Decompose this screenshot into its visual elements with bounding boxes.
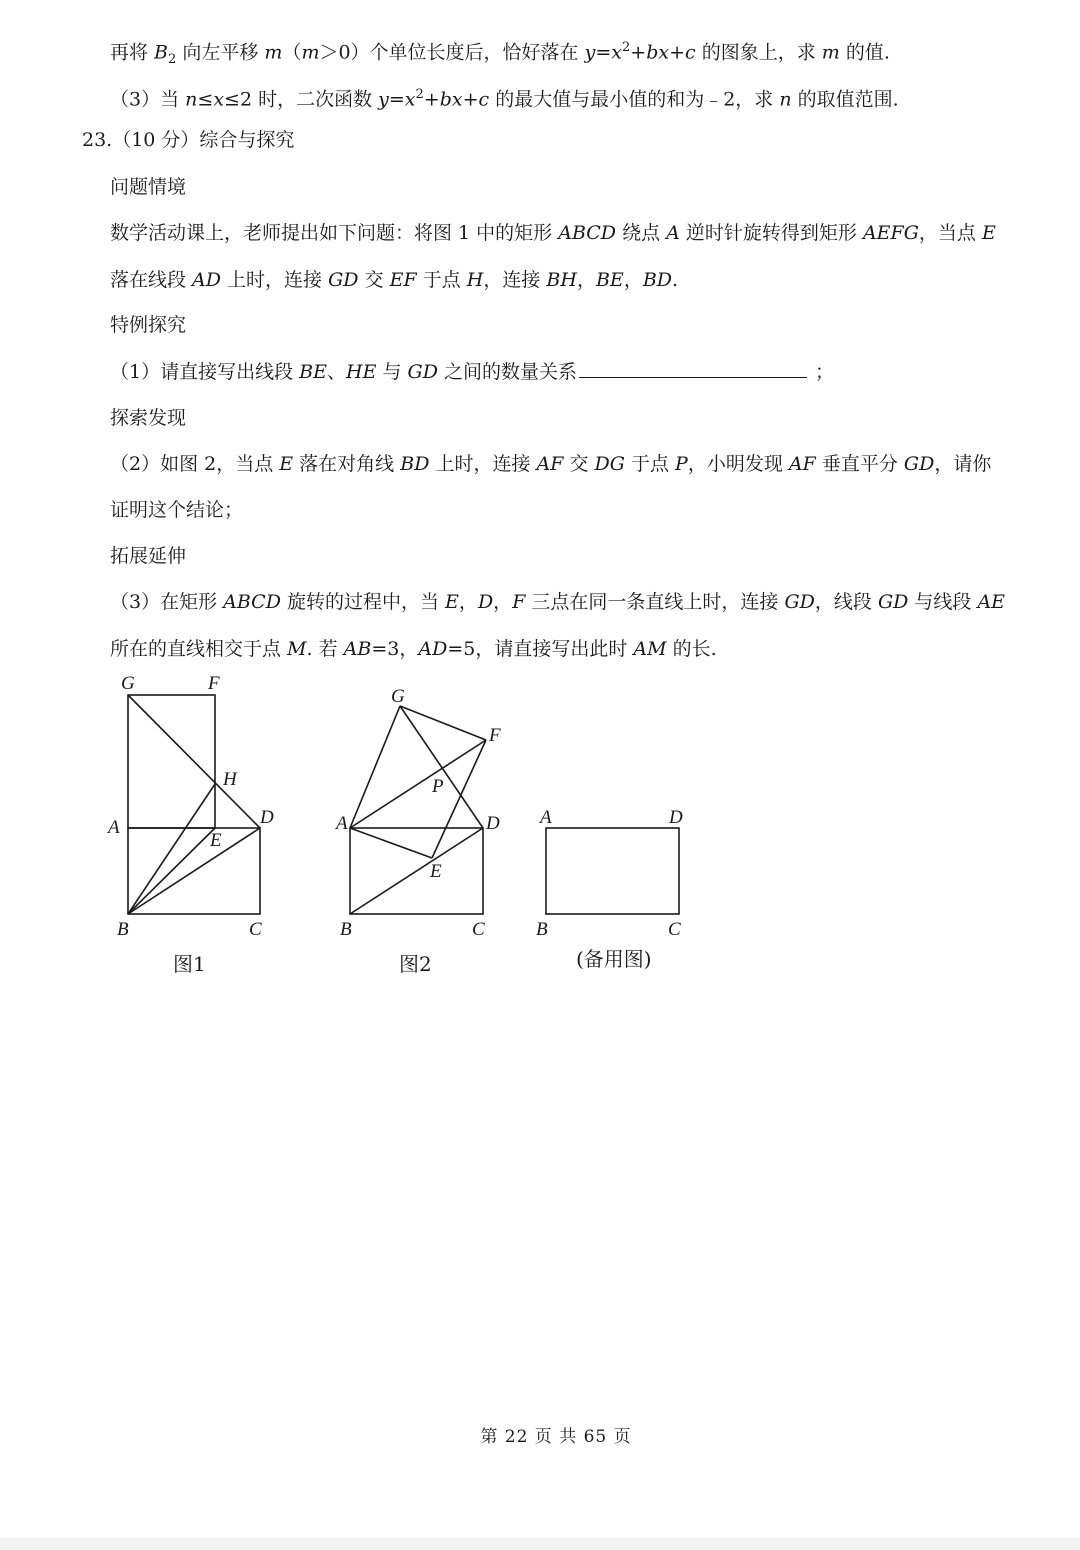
question-22-part-3: （3）当 n≤x≤2 时，二次函数 $y=x^2+bx+c$ 的最大值与最小值的和为﹣2，求 n 的取值范围. bbox=[110, 87, 899, 111]
fig3-caption: (备用图) bbox=[576, 947, 652, 971]
page-footer: 第 22 页 共 65 页 bbox=[480, 1427, 632, 1447]
heading-extension: 拓展延伸 bbox=[110, 545, 187, 567]
fig1-label-h: H bbox=[223, 769, 237, 790]
situation-line-1: 数学活动课上，老师提出如下问题：将图 1 中的矩形 ABCD 绕点 A 逆时针旋转得到矩形 AEFG，当点 E bbox=[110, 222, 996, 244]
fig2-label-a: A bbox=[336, 813, 348, 834]
fig1-label-a: A bbox=[108, 817, 120, 838]
heading-special-case: 特例探究 bbox=[110, 314, 187, 336]
fig1-label-d: D bbox=[260, 807, 274, 828]
text-line-b2-shift: 再将 $B_2$ 向左平移 m（m＞0）个单位长度后，恰好落在 $y=x^2+bx+c$ 的图象上，求 m 的值. bbox=[110, 40, 890, 68]
part-3-line-1: （3）在矩形 ABCD 旋转的过程中，当 E，D，F 三点在同一条直线上时，连接 GD，线段 GD 与线段 AE bbox=[110, 591, 1006, 613]
part-2-line-2: 证明这个结论； bbox=[110, 499, 244, 521]
part-1-line: （1）请直接写出线段 BE、HE 与 GD 之间的数量关系 ； bbox=[110, 361, 835, 383]
fig3-rect-abcd bbox=[546, 828, 679, 914]
situation-line-2: 落在线段 AD 上时，连接 GD 交 EF 于点 H，连接 BH，BE，BD. bbox=[110, 269, 679, 291]
fig1-label-c: C bbox=[249, 919, 262, 940]
fig2-label-b: B bbox=[340, 919, 352, 940]
question-23-title: 23.（10 分）综合与探究 bbox=[82, 129, 295, 151]
fig3-label-b: B bbox=[536, 919, 548, 940]
fig1-label-e: E bbox=[210, 830, 222, 851]
page-total: 65 bbox=[583, 1427, 608, 1447]
heading-problem-situation: 问题情境 bbox=[110, 176, 187, 198]
fig1-label-f: F bbox=[208, 673, 220, 694]
fig3-label-c: C bbox=[668, 919, 681, 940]
page-number: 22 bbox=[504, 1427, 529, 1447]
fig1-label-g: G bbox=[121, 673, 135, 694]
bottom-bar bbox=[0, 1538, 1080, 1550]
fig3-label-d: D bbox=[669, 807, 683, 828]
fig1-caption: 图1 bbox=[173, 952, 206, 976]
fig2-label-p: P bbox=[432, 776, 444, 797]
fig2-label-g: G bbox=[391, 686, 405, 707]
fig1-label-b: B bbox=[117, 919, 129, 940]
fig2-label-d: D bbox=[486, 813, 500, 834]
heading-exploration: 探索发现 bbox=[110, 407, 187, 429]
fig2-label-c: C bbox=[472, 919, 485, 940]
fig2-label-f: F bbox=[489, 725, 501, 746]
part-2-line-1: （2）如图 2，当点 E 落在对角线 BD 上时，连接 AF 交 DG 于点 P，小明发现 AF 垂直平分 GD，请你 bbox=[110, 453, 992, 475]
fig2-label-e: E bbox=[430, 861, 442, 882]
fig2-caption: 图2 bbox=[399, 952, 432, 976]
part-3-line-2: 所在的直线相交于点 M. 若 AB=3，AD=5，请直接写出此时 AM 的长. bbox=[110, 638, 717, 660]
fig3-label-a: A bbox=[540, 807, 552, 828]
